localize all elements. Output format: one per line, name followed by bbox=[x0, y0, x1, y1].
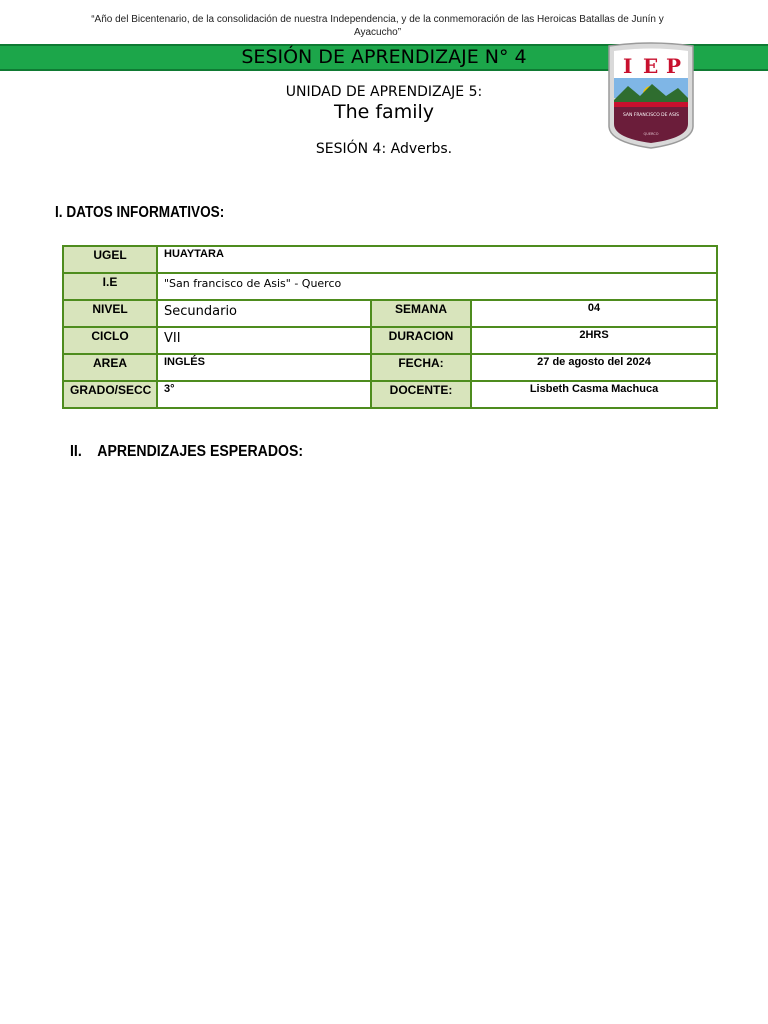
duracion-value: 2HRS bbox=[471, 327, 717, 354]
crest-letter-p: P bbox=[666, 54, 682, 78]
table-row bbox=[63, 300, 717, 327]
area-value: INGLÉS bbox=[157, 354, 371, 381]
crest-school-name: SAN FRANCISCO DE ASIS bbox=[622, 113, 680, 118]
header-motto: “Año del Bicentenario, de la consolidación de nuestra Independencia, y de la conmemoración de las Heroicas Batallas de Junín y Ayacucho” bbox=[91, 14, 664, 38]
semana-label: SEMANA bbox=[371, 300, 471, 327]
ie-label: I.E bbox=[63, 273, 157, 300]
fecha-value: 27 de agosto del 2024 bbox=[471, 354, 717, 381]
grado-value: 3° bbox=[157, 381, 371, 408]
page-title: SESIÓN DE APRENDIZAJE N° 4 bbox=[241, 46, 527, 68]
nivel-value: Secundario bbox=[157, 300, 371, 327]
table-row bbox=[63, 354, 717, 381]
ciclo-label: CICLO bbox=[63, 327, 157, 354]
fecha-label: FECHA: bbox=[371, 354, 471, 381]
crest-place-name: QUERCO bbox=[643, 132, 659, 136]
ugel-value: HUAYTARA bbox=[157, 246, 717, 273]
nivel-label: NIVEL bbox=[63, 300, 157, 327]
table-row bbox=[63, 273, 717, 300]
table-row bbox=[63, 381, 717, 408]
crest-letter-i: I bbox=[623, 54, 633, 78]
info-table bbox=[62, 245, 718, 409]
ciclo-value: VII bbox=[157, 327, 371, 354]
ugel-label: UGEL bbox=[63, 246, 157, 273]
crest-letter-e: E bbox=[643, 54, 659, 78]
unit-label: UNIDAD DE APRENDIZAJE 5: bbox=[285, 84, 483, 100]
section-number: II. bbox=[70, 443, 82, 460]
docente-value: Lisbeth Casma Machuca bbox=[471, 381, 717, 408]
section-heading-datos: I. DATOS INFORMATIVOS: bbox=[55, 204, 225, 221]
duracion-label: DURACION bbox=[371, 327, 471, 354]
docente-label: DOCENTE: bbox=[371, 381, 471, 408]
semana-value: 04 bbox=[471, 300, 717, 327]
table-row bbox=[63, 327, 717, 354]
section-heading-aprendizajes bbox=[70, 442, 303, 462]
unit-name: The family bbox=[333, 101, 435, 123]
session-topic: SESIÓN 4: Adverbs. bbox=[315, 141, 453, 157]
grado-label: GRADO/SECC bbox=[63, 381, 157, 408]
section-label: APRENDIZAJES ESPERADOS: bbox=[97, 443, 304, 460]
ie-value: "San francisco de Asis" - Querco bbox=[157, 273, 717, 300]
area-label: AREA bbox=[63, 354, 157, 381]
table-row bbox=[63, 246, 717, 273]
